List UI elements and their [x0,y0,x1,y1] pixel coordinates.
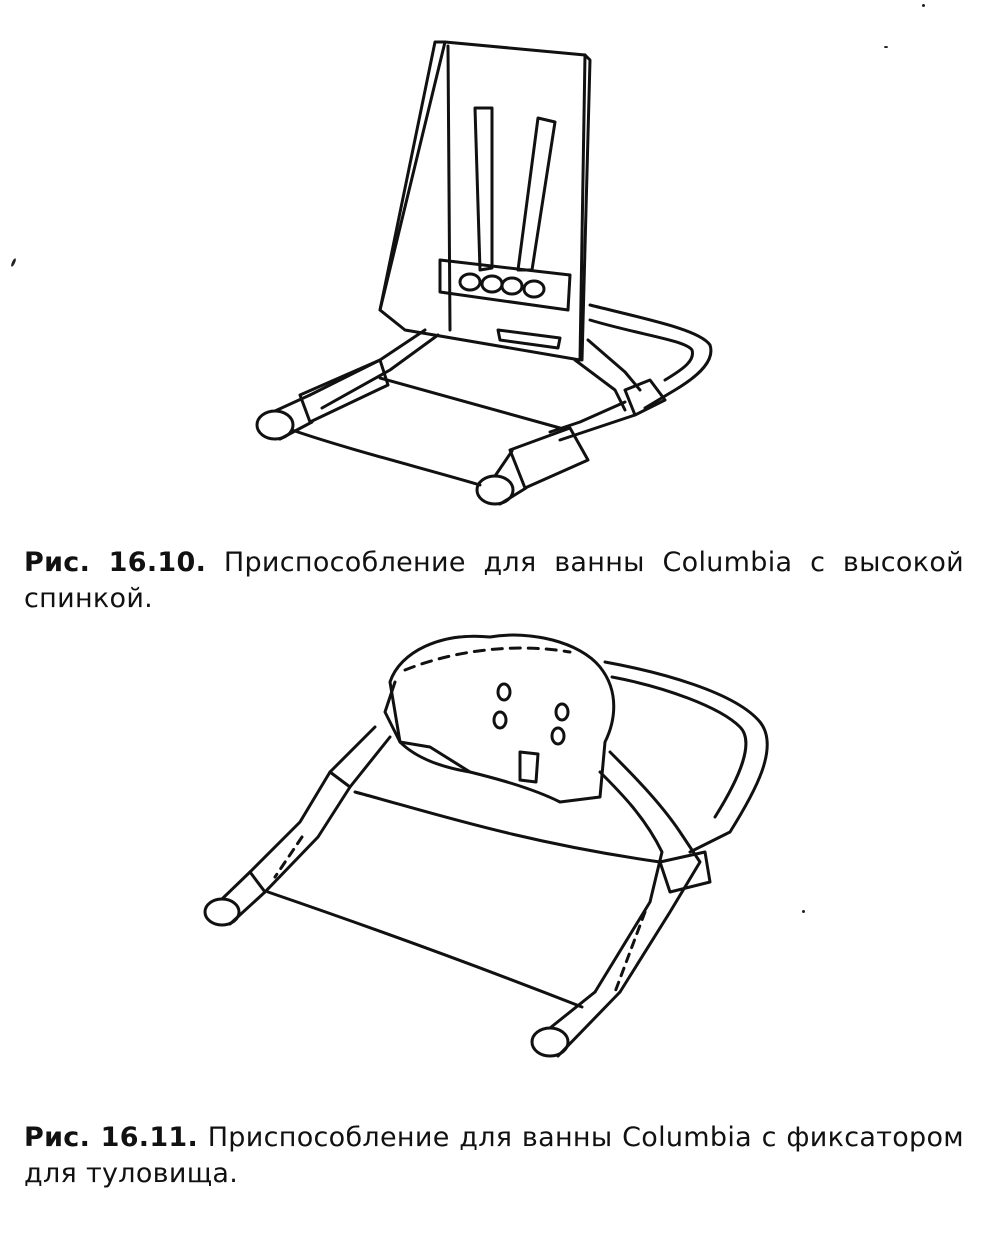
scan-speck [10,258,17,267]
figure-16-10-caption [24,545,964,617]
scan-speck [922,4,925,7]
figure-16-11-illustration [190,612,790,1087]
figure-caption-text: Приспособление для ванны Columbia с высокой спинкой. [24,547,964,614]
figure-label: Рис. 16.10. [24,547,207,578]
scan-speck [802,910,805,913]
figure-16-10-illustration [230,30,730,520]
figure-16-11-caption [24,1120,964,1192]
figure-label: Рис. 16.11. [24,1122,199,1153]
figure-caption-text: Приспособление для ванны Columbia с фиксатором для туловища. [24,1122,964,1189]
scan-speck [884,46,888,48]
